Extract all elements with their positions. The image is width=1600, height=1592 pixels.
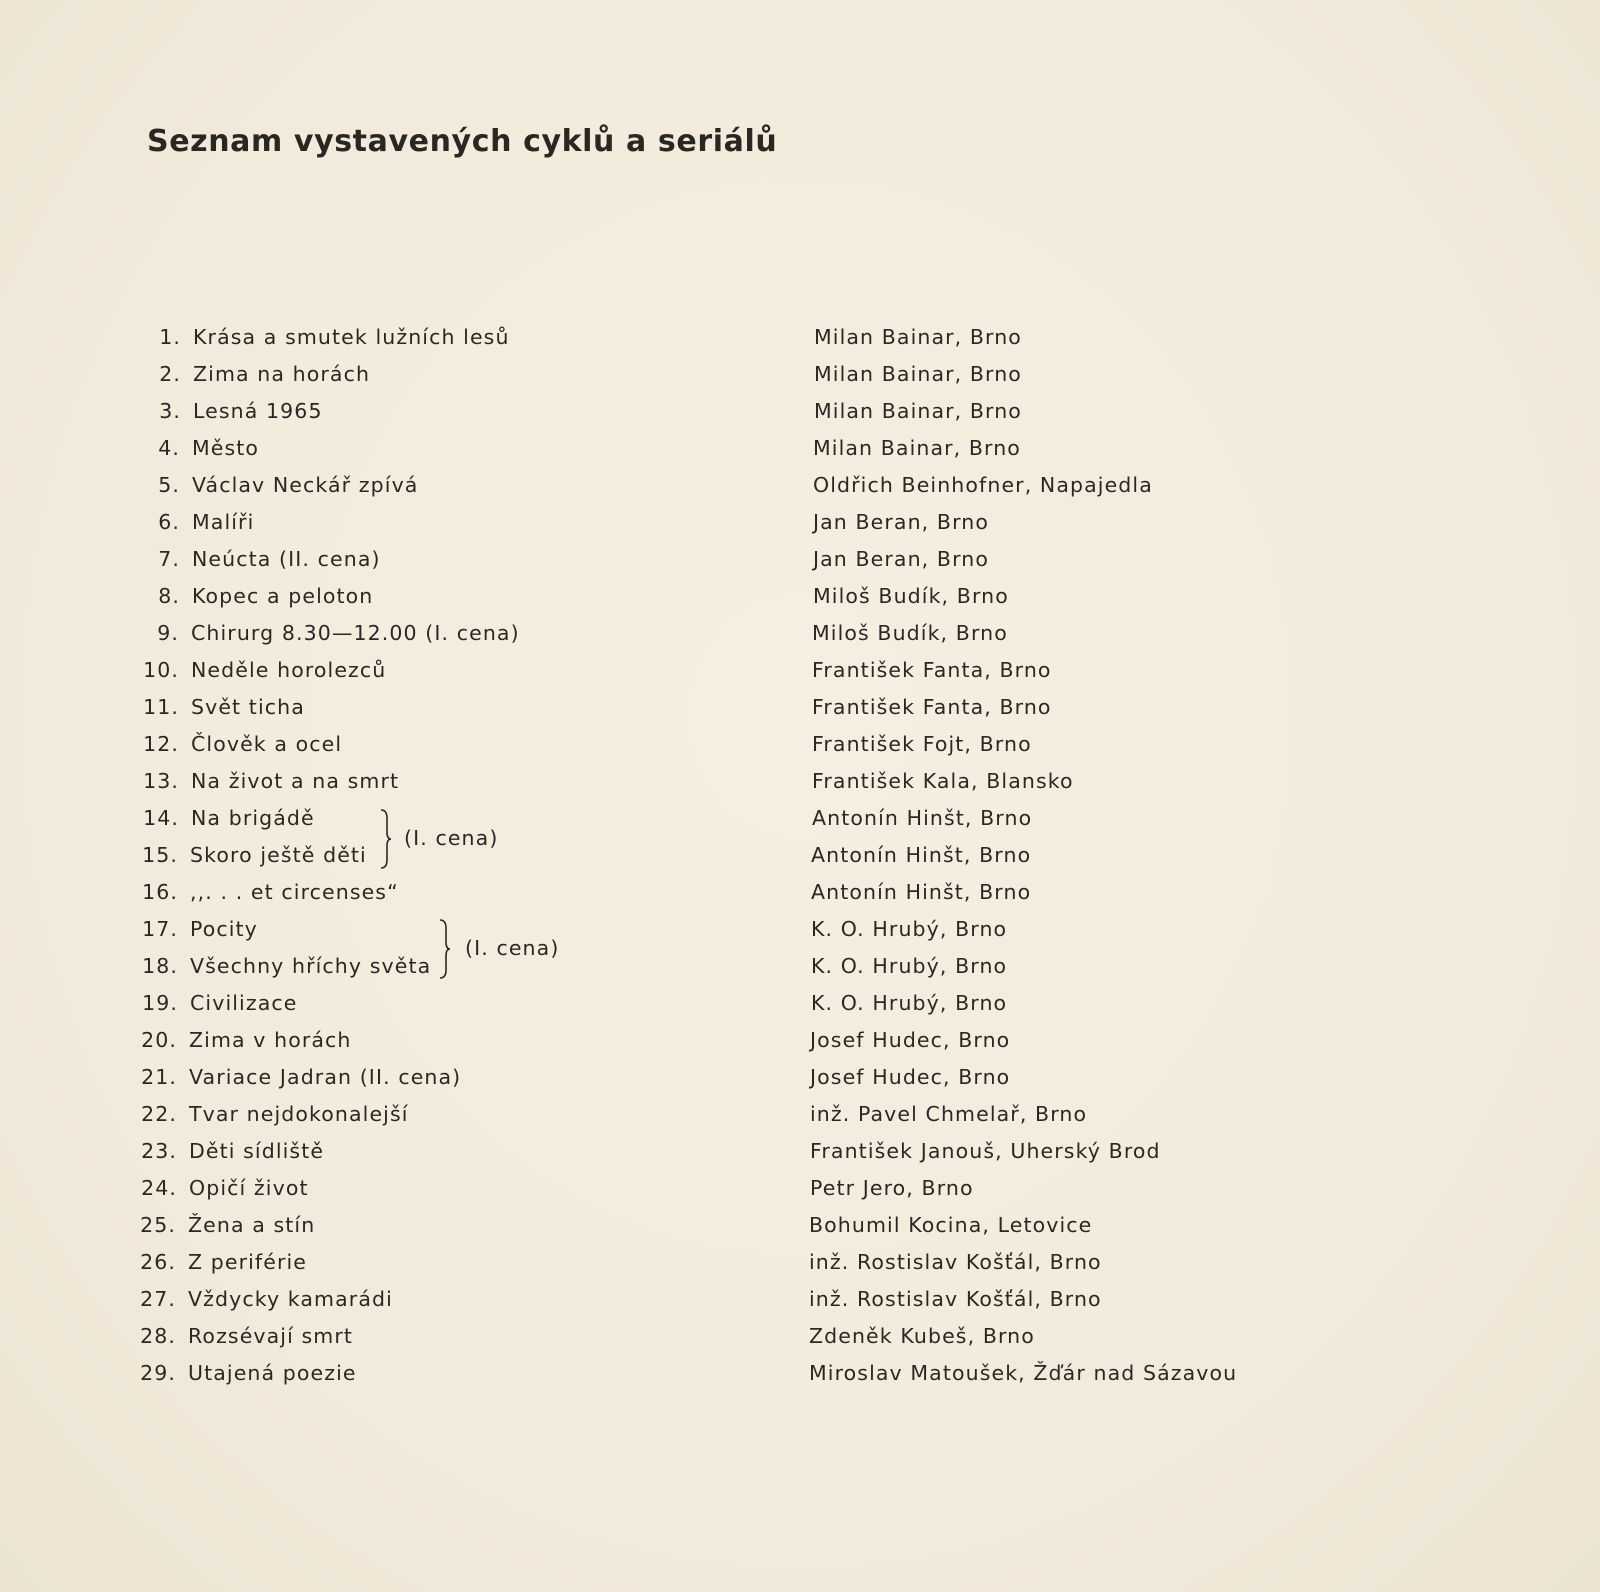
item-number: 2.: [159, 362, 181, 386]
list-item: [0, 584, 1600, 614]
item-title: Neděle horolezců: [191, 658, 387, 682]
item-number: 16.: [142, 880, 178, 904]
list-item: [0, 362, 1600, 392]
item-number: 23.: [141, 1139, 177, 1163]
item-number: 15.: [142, 843, 178, 867]
item-author: Milan Bainar, Brno: [814, 362, 1022, 386]
item-number: 19.: [142, 991, 178, 1015]
item-number: 4.: [158, 436, 180, 460]
item-author: Josef Hudec, Brno: [810, 1065, 1011, 1089]
list-item: [0, 658, 1600, 688]
list-item: [0, 1028, 1600, 1058]
item-number: 12.: [143, 732, 179, 756]
list-item: [0, 1287, 1600, 1317]
item-title: Všechny hříchy světa: [190, 954, 432, 978]
item-title: Město: [192, 436, 260, 460]
item-author: K. O. Hrubý, Brno: [811, 991, 1008, 1015]
item-author: inž. Rostislav Košťál, Brno: [809, 1250, 1102, 1274]
item-title: Zima v horách: [189, 1028, 352, 1052]
item-author: František Fanta, Brno: [812, 658, 1052, 682]
list-item: [0, 510, 1600, 540]
list-item: [0, 547, 1600, 577]
item-number: 1.: [159, 325, 181, 349]
item-author: inž. Pavel Chmelař, Brno: [810, 1102, 1088, 1126]
item-number: 8.: [158, 584, 180, 608]
item-title: Václav Neckář zpívá: [192, 473, 419, 497]
item-number: 25.: [140, 1213, 176, 1237]
item-number: 14.: [143, 806, 179, 830]
list-item: [0, 621, 1600, 651]
item-author: Antonín Hinšt, Brno: [812, 806, 1033, 830]
item-author: Miloš Budík, Brno: [813, 584, 1009, 608]
list-item: [0, 1139, 1600, 1169]
item-author: Jan Beran, Brno: [813, 510, 989, 534]
item-title: Tvar nejdokonalejší: [189, 1102, 409, 1126]
item-number: 9.: [157, 621, 179, 645]
item-number: 22.: [141, 1102, 177, 1126]
item-number: 24.: [141, 1176, 177, 1200]
item-author: K. O. Hrubý, Brno: [811, 917, 1008, 941]
item-author: Milan Bainar, Brno: [813, 436, 1021, 460]
item-title: ,,. . . et circenses“: [190, 880, 399, 904]
list-item: [0, 695, 1600, 725]
list-item: [0, 991, 1600, 1021]
list-item: [0, 1361, 1600, 1391]
item-title: Opičí život: [189, 1176, 309, 1200]
item-author: Miroslav Matoušek, Žďár nad Sázavou: [809, 1361, 1238, 1385]
list-item: [0, 399, 1600, 429]
item-title: Kopec a peloton: [192, 584, 374, 608]
item-number: 17.: [142, 917, 178, 941]
list-item: [0, 325, 1600, 355]
list-item: [0, 843, 1600, 873]
item-title: Na život a na smrt: [191, 769, 400, 793]
list-item: [0, 806, 1600, 836]
item-author: Petr Jero, Brno: [810, 1176, 974, 1200]
list-item: [0, 880, 1600, 910]
list-item: [0, 1213, 1600, 1243]
item-author: Zdeněk Kubeš, Brno: [809, 1324, 1035, 1348]
item-title: Pocity: [190, 917, 258, 941]
award-label: (I. cena): [465, 936, 560, 960]
item-number: 27.: [140, 1287, 176, 1311]
item-title: Krása a smutek lužních lesů: [193, 325, 510, 349]
item-number: 10.: [143, 658, 179, 682]
item-number: 29.: [140, 1361, 176, 1385]
item-number: 28.: [140, 1324, 176, 1348]
item-title: Člověk a ocel: [191, 732, 343, 756]
item-author: František Janouš, Uherský Brod: [810, 1139, 1161, 1163]
item-title: Rozsévají smrt: [188, 1324, 354, 1348]
item-title: Skoro ještě děti: [190, 843, 367, 867]
list-item: [0, 954, 1600, 984]
item-number: 3.: [159, 399, 181, 423]
item-author: František Fojt, Brno: [812, 732, 1032, 756]
item-title: Utajená poezie: [188, 1361, 357, 1385]
item-author: František Kala, Blansko: [812, 769, 1074, 793]
item-author: Antonín Hinšt, Brno: [811, 843, 1032, 867]
item-number: 13.: [143, 769, 179, 793]
item-title: Chirurg 8.30—12.00 (I. cena): [191, 621, 520, 645]
brace-icon: [378, 808, 392, 870]
item-title: Žena a stín: [188, 1213, 316, 1237]
item-author: Bohumil Kocina, Letovice: [809, 1213, 1093, 1237]
item-title: Vždycky kamarádi: [188, 1287, 393, 1311]
item-title: Z periférie: [188, 1250, 307, 1274]
item-author: inž. Rostislav Košťál, Brno: [809, 1287, 1102, 1311]
item-author: Josef Hudec, Brno: [810, 1028, 1011, 1052]
list-item: [0, 769, 1600, 799]
item-number: 7.: [158, 547, 180, 571]
item-author: K. O. Hrubý, Brno: [811, 954, 1008, 978]
item-title: Lesná 1965: [193, 399, 323, 423]
item-title: Civilizace: [190, 991, 298, 1015]
item-number: 18.: [142, 954, 178, 978]
item-author: Milan Bainar, Brno: [814, 325, 1022, 349]
list-item: [0, 1176, 1600, 1206]
list-item: [0, 1065, 1600, 1095]
item-title: Variace Jadran (II. cena): [189, 1065, 462, 1089]
item-title: Svět ticha: [191, 695, 305, 719]
brace-icon: [437, 918, 451, 980]
item-number: 26.: [140, 1250, 176, 1274]
item-author: František Fanta, Brno: [812, 695, 1052, 719]
item-title: Děti sídliště: [189, 1139, 325, 1163]
item-number: 5.: [158, 473, 180, 497]
list-item: [0, 1324, 1600, 1354]
item-author: Miloš Budík, Brno: [812, 621, 1008, 645]
list-item: [0, 917, 1600, 947]
item-number: 11.: [143, 695, 179, 719]
item-title: Na brigádě: [191, 806, 315, 830]
list-item: [0, 1250, 1600, 1280]
item-title: Zima na horách: [193, 362, 371, 386]
award-label: (I. cena): [404, 826, 499, 850]
item-number: 21.: [141, 1065, 177, 1089]
item-number: 6.: [158, 510, 180, 534]
page-title: Seznam vystavených cyklů a seriálů: [147, 124, 778, 159]
item-number: 20.: [141, 1028, 177, 1052]
list-item: [0, 436, 1600, 466]
item-author: Antonín Hinšt, Brno: [811, 880, 1032, 904]
item-author: Oldřich Beinhofner, Napajedla: [813, 473, 1153, 497]
list-item: [0, 732, 1600, 762]
item-title: Malíři: [192, 510, 255, 534]
list-item: [0, 473, 1600, 503]
item-author: Jan Beran, Brno: [813, 547, 989, 571]
item-author: Milan Bainar, Brno: [814, 399, 1022, 423]
list-item: [0, 1102, 1600, 1132]
item-title: Neúcta (II. cena): [192, 547, 381, 571]
